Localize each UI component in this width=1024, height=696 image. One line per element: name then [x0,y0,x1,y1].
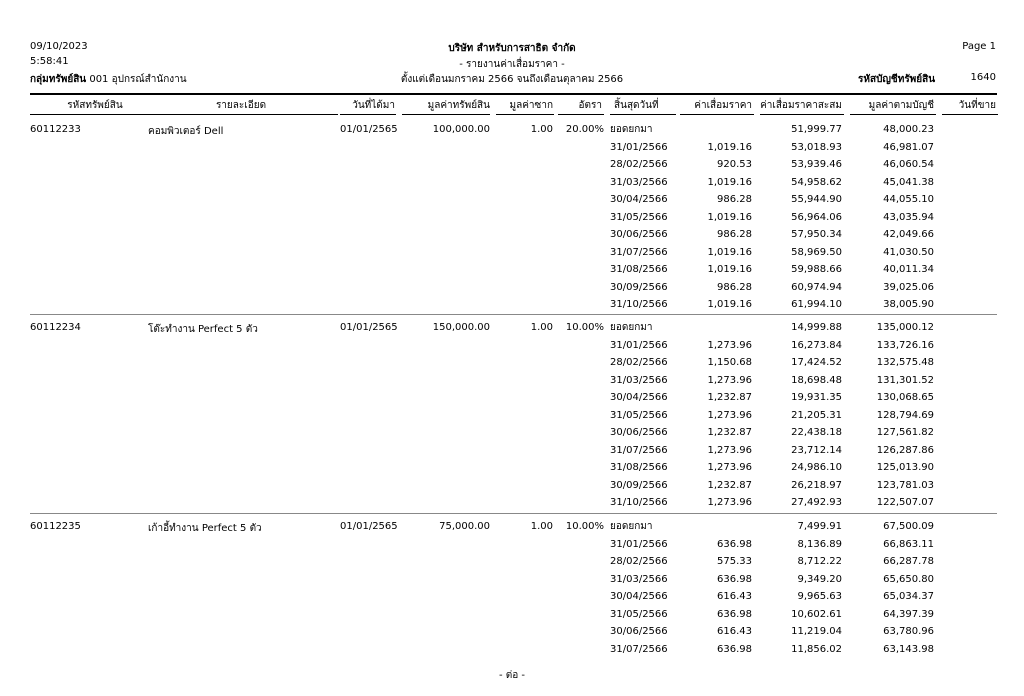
row-depreciation: 1,273.96 [707,410,752,421]
row-date: 31/05/2566 [610,410,668,421]
row-accumulated: 27,492.93 [791,497,842,508]
col-salvage: มูลค่าซาก [509,100,553,111]
col-rate: อัตรา [578,100,602,111]
row-book-value: 46,981.07 [883,142,934,153]
row-book-value: 127,561.82 [876,427,934,438]
row-accumulated: 60,974.94 [791,282,842,293]
row-depreciation: 636.98 [717,644,752,655]
row-accumulated: 8,712.22 [797,556,842,567]
row-date: 31/03/2566 [610,375,668,386]
col-book-underline [850,114,936,115]
row-depreciation: 1,273.96 [707,445,752,456]
row-accumulated: 11,856.02 [791,644,842,655]
col-cost: มูลค่าทรัพย์สิน [427,100,490,111]
row-accumulated: 18,698.48 [791,375,842,386]
row-date: 31/10/2566 [610,497,668,508]
row-book-value: 126,287.86 [876,445,934,456]
col-sold: วันที่ขาย [958,100,996,111]
row-depreciation: 1,273.96 [707,462,752,473]
row-depreciation: 616.43 [717,626,752,637]
row-depreciation: 1,232.87 [707,427,752,438]
asset-cost: 75,000.00 [439,521,490,532]
asset-code: 60112234 [30,322,81,333]
report-title: - รายงานค่าเสื่อมราคา - [459,59,565,70]
asset-salvage: 1.00 [530,521,553,532]
row-accumulated: 58,969.50 [791,247,842,258]
continued-label: - ต่อ - [498,670,526,681]
row-depreciation: 575.33 [717,556,752,567]
row-date: 30/06/2566 [610,626,668,637]
col-book: มูลค่าตามบัญชี [868,100,934,111]
row-date: 28/02/2566 [610,556,668,567]
row-accumulated: 53,018.93 [791,142,842,153]
col-acquired-underline [340,114,396,115]
row-accumulated: 24,986.10 [791,462,842,473]
asset-desc: โต๊ะทำงาน Perfect 5 ตัว [148,324,258,335]
row-depreciation [680,520,752,534]
row-date: 31/01/2566 [610,340,668,351]
row-accumulated: 9,349.20 [797,574,842,585]
row-date: 31/08/2566 [610,462,668,473]
row-book-value: 67,500.09 [883,521,934,532]
asset-rate: 20.00% [565,124,604,135]
row-accumulated: 57,950.34 [791,229,842,240]
report-date: 09/10/2023 [30,41,88,52]
row-accumulated: 53,939.46 [791,159,842,170]
row-date: 31/07/2566 [610,644,668,655]
row-date: 31/05/2566 [610,609,668,620]
row-accumulated: 22,438.18 [791,427,842,438]
account-value: 1640 [970,72,996,83]
row-book-value: 66,863.11 [883,539,934,550]
row-book-value: 133,726.16 [876,340,934,351]
row-depreciation: 1,232.87 [707,392,752,403]
asset-salvage: 1.00 [530,322,553,333]
page-number: Page 1 [962,41,996,52]
row-depreciation: 1,019.16 [707,299,752,310]
row-book-value: 131,301.52 [876,375,934,386]
row-date: 30/04/2566 [610,194,668,205]
col-sold-underline [942,114,998,115]
row-depreciation: 616.43 [717,591,752,602]
row-book-value: 38,005.90 [883,299,934,310]
row-book-value: 43,035.94 [883,212,934,223]
asset-code: 60112235 [30,521,81,532]
col-depr-underline [680,114,754,115]
row-accumulated: 59,988.66 [791,264,842,275]
row-date: 30/04/2566 [610,591,668,602]
row-accumulated: 11,219.04 [791,626,842,637]
row-depreciation: 1,273.96 [707,375,752,386]
row-date: ยอดยกมา [610,124,653,135]
col-code: รหัสทรัพย์สิน [67,100,123,111]
row-date: 31/10/2566 [610,299,668,310]
row-date: 31/01/2566 [610,539,668,550]
row-depreciation: 636.98 [717,609,752,620]
col-accum-underline [760,114,844,115]
row-book-value: 64,397.39 [883,609,934,620]
asset-code: 60112233 [30,124,81,135]
row-book-value: 44,055.10 [883,194,934,205]
row-depreciation: 1,273.96 [707,497,752,508]
asset-cost: 100,000.00 [432,124,490,135]
row-depreciation: 1,019.16 [707,264,752,275]
row-date: 28/02/2566 [610,357,668,368]
row-book-value: 123,781.03 [876,480,934,491]
row-depreciation: 1,150.68 [707,357,752,368]
row-date: 31/08/2566 [610,264,668,275]
row-depreciation: 636.98 [717,539,752,550]
row-depreciation: 1,019.16 [707,247,752,258]
row-accumulated: 17,424.52 [791,357,842,368]
row-depreciation: 636.98 [717,574,752,585]
asset-cost: 150,000.00 [432,322,490,333]
row-depreciation: 920.53 [717,159,752,170]
row-depreciation: 1,019.16 [707,142,752,153]
asset-group-label: กลุ่มทรัพย์สิน [30,74,87,85]
row-book-value: 125,013.90 [876,462,934,473]
col-accum: ค่าเสื่อมราคาสะสม [760,100,842,111]
row-depreciation: 986.28 [717,282,752,293]
row-date: 30/09/2566 [610,282,668,293]
asset-acquired: 01/01/2565 [340,521,398,532]
row-book-value: 130,068.65 [876,392,934,403]
row-book-value: 45,041.38 [883,177,934,188]
row-book-value: 132,575.48 [876,357,934,368]
row-accumulated: 61,994.10 [791,299,842,310]
asset-rate: 10.00% [565,322,604,333]
row-book-value: 66,287.78 [883,556,934,567]
asset-rate: 10.00% [565,521,604,532]
row-book-value: 128,794.69 [876,410,934,421]
row-accumulated: 19,931.35 [791,392,842,403]
row-date: 30/06/2566 [610,427,668,438]
row-accumulated: 9,965.63 [797,591,842,602]
col-rate-underline [558,114,604,115]
row-book-value: 63,143.98 [883,644,934,655]
row-depreciation: 1,019.16 [707,212,752,223]
row-book-value: 48,000.23 [883,124,934,135]
row-accumulated: 7,499.91 [797,521,842,532]
col-salvage-underline [496,114,554,115]
row-date: 28/02/2566 [610,159,668,170]
report-period: ตั้งแต่เดือนมกราคม 2566 จนถึงเดือนตุลาคม 2566 [400,74,624,85]
row-accumulated: 21,205.31 [791,410,842,421]
row-date: 31/05/2566 [610,212,668,223]
row-book-value: 65,034.37 [883,591,934,602]
row-accumulated: 54,958.62 [791,177,842,188]
asset-divider [30,513,997,514]
row-date: 31/03/2566 [610,177,668,188]
report-time: 5:58:41 [30,56,69,67]
account-label: รหัสบัญชีทรัพย์สิน [858,74,936,85]
col-desc: รายละเอียด [215,100,267,111]
row-book-value: 65,650.80 [883,574,934,585]
row-date: 31/07/2566 [610,247,668,258]
row-date: 30/09/2566 [610,480,668,491]
row-accumulated: 16,273.84 [791,340,842,351]
col-code-underline [30,114,148,115]
row-depreciation: 1,232.87 [707,480,752,491]
row-accumulated: 14,999.88 [791,322,842,333]
asset-desc: คอมพิวเตอร์ Dell [148,126,224,137]
row-book-value: 40,011.34 [883,264,934,275]
row-depreciation [680,123,752,137]
col-desc-underline [148,114,338,115]
row-book-value: 63,780.96 [883,626,934,637]
row-date: 30/04/2566 [610,392,668,403]
col-cost-underline [402,114,490,115]
row-date: ยอดยกมา [610,521,653,532]
row-date: 31/03/2566 [610,574,668,585]
row-date: ยอดยกมา [610,322,653,333]
asset-desc: เก้าอี้ทำงาน Perfect 5 ตัว [148,523,262,534]
company-name: บริษัท สำหรับการสาธิต จำกัด [448,43,576,54]
row-book-value: 42,049.66 [883,229,934,240]
row-accumulated: 55,944.90 [791,194,842,205]
row-depreciation [680,321,752,335]
asset-acquired: 01/01/2565 [340,124,398,135]
row-accumulated: 56,964.06 [791,212,842,223]
asset-salvage: 1.00 [530,124,553,135]
row-accumulated: 23,712.14 [791,445,842,456]
row-book-value: 39,025.06 [883,282,934,293]
row-accumulated: 26,218.97 [791,480,842,491]
row-depreciation: 1,273.96 [707,340,752,351]
row-book-value: 46,060.54 [883,159,934,170]
asset-divider [30,314,997,315]
asset-group-value: 001 อุปกรณ์สำนักงาน [89,74,187,85]
row-date: 31/01/2566 [610,142,668,153]
row-book-value: 41,030.50 [883,247,934,258]
asset-acquired: 01/01/2565 [340,322,398,333]
row-accumulated: 51,999.77 [791,124,842,135]
row-book-value: 122,507.07 [876,497,934,508]
row-depreciation: 986.28 [717,229,752,240]
row-depreciation: 1,019.16 [707,177,752,188]
col-period-underline [610,114,676,115]
header-divider [30,93,997,95]
row-date: 31/07/2566 [610,445,668,456]
row-date: 30/06/2566 [610,229,668,240]
col-depr: ค่าเสื่อมราคา [694,100,752,111]
row-depreciation: 986.28 [717,194,752,205]
col-acquired: วันที่ได้มา [352,100,395,111]
row-accumulated: 10,602.61 [791,609,842,620]
col-period-end: สิ้นสุดวันที่ [614,100,659,111]
row-accumulated: 8,136.89 [797,539,842,550]
row-book-value: 135,000.12 [876,322,934,333]
